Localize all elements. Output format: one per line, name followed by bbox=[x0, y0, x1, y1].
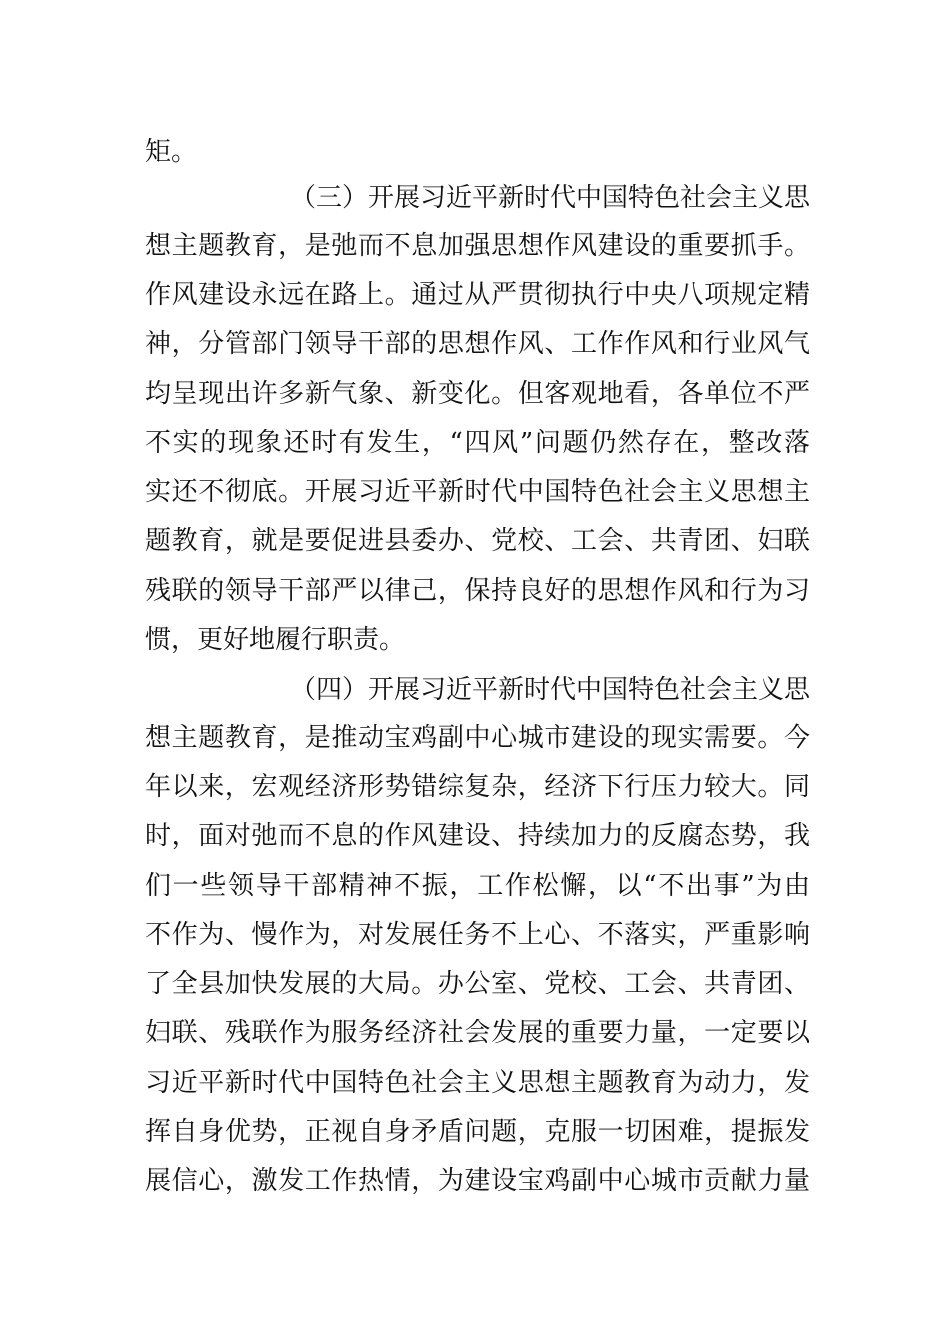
text-line: 作风建设永远在路上。通过从严贯彻执行中央八项规定精 bbox=[145, 280, 810, 310]
text-line: 妇联、残联作为服务经济社会发展的重要力量，一定要以 bbox=[145, 1018, 810, 1048]
text-line: 神，分管部门领导干部的思想作风、工作作风和行业风气 bbox=[145, 329, 810, 359]
text-line: 题教育，就是要促进县委办、党校、工会、共青团、妇联 bbox=[145, 526, 810, 556]
text-line: 们一些领导干部精神不振，工作松懈，以“不出事”为由 bbox=[145, 871, 810, 901]
section-heading-4: （四）开展习近平新时代中国特色社会主义思 bbox=[290, 675, 810, 705]
text-line: 不作为、慢作为，对发展任务不上心、不落实，严重影响 bbox=[145, 920, 810, 950]
text-line: 习近平新时代中国特色社会主义思想主题教育为动力，发 bbox=[145, 1068, 810, 1098]
text-line: 不实的现象还时有发生，“四风”问题仍然存在，整改落 bbox=[145, 428, 810, 458]
text-line: 均呈现出许多新气象、新变化。但客观地看，各单位不严 bbox=[145, 379, 810, 409]
text-line: 时，面对弛而不息的作风建设、持续加力的反腐态势，我 bbox=[145, 821, 810, 851]
text-line: 想主题教育，是弛而不息加强思想作风建设的重要抓手。 bbox=[145, 231, 810, 261]
text-line: 年以来，宏观经济形势错综复杂，经济下行压力较大。同 bbox=[145, 772, 810, 802]
text-line: 展信心，激发工作热情，为建设宝鸡副中心城市贡献力量 bbox=[145, 1166, 810, 1196]
text-line: 挥自身优势，正视自身矛盾问题，克服一切困难，提振发 bbox=[145, 1117, 810, 1147]
text-line: 了全县加快发展的大局。办公室、党校、工会、共青团、 bbox=[145, 969, 810, 999]
text-line: 惯，更好地履行职责。 bbox=[145, 625, 406, 655]
text-line: 想主题教育，是推动宝鸡副中心城市建设的现实需要。今 bbox=[145, 723, 810, 753]
text-line: 残联的领导干部严以律己，保持良好的思想作风和行为习 bbox=[145, 576, 810, 606]
text-line: 矩。 bbox=[145, 137, 198, 167]
section-heading-3: （三）开展习近平新时代中国特色社会主义思 bbox=[290, 183, 810, 213]
text-line: 实还不彻底。开展习近平新时代中国特色社会主义思想主 bbox=[145, 477, 810, 507]
